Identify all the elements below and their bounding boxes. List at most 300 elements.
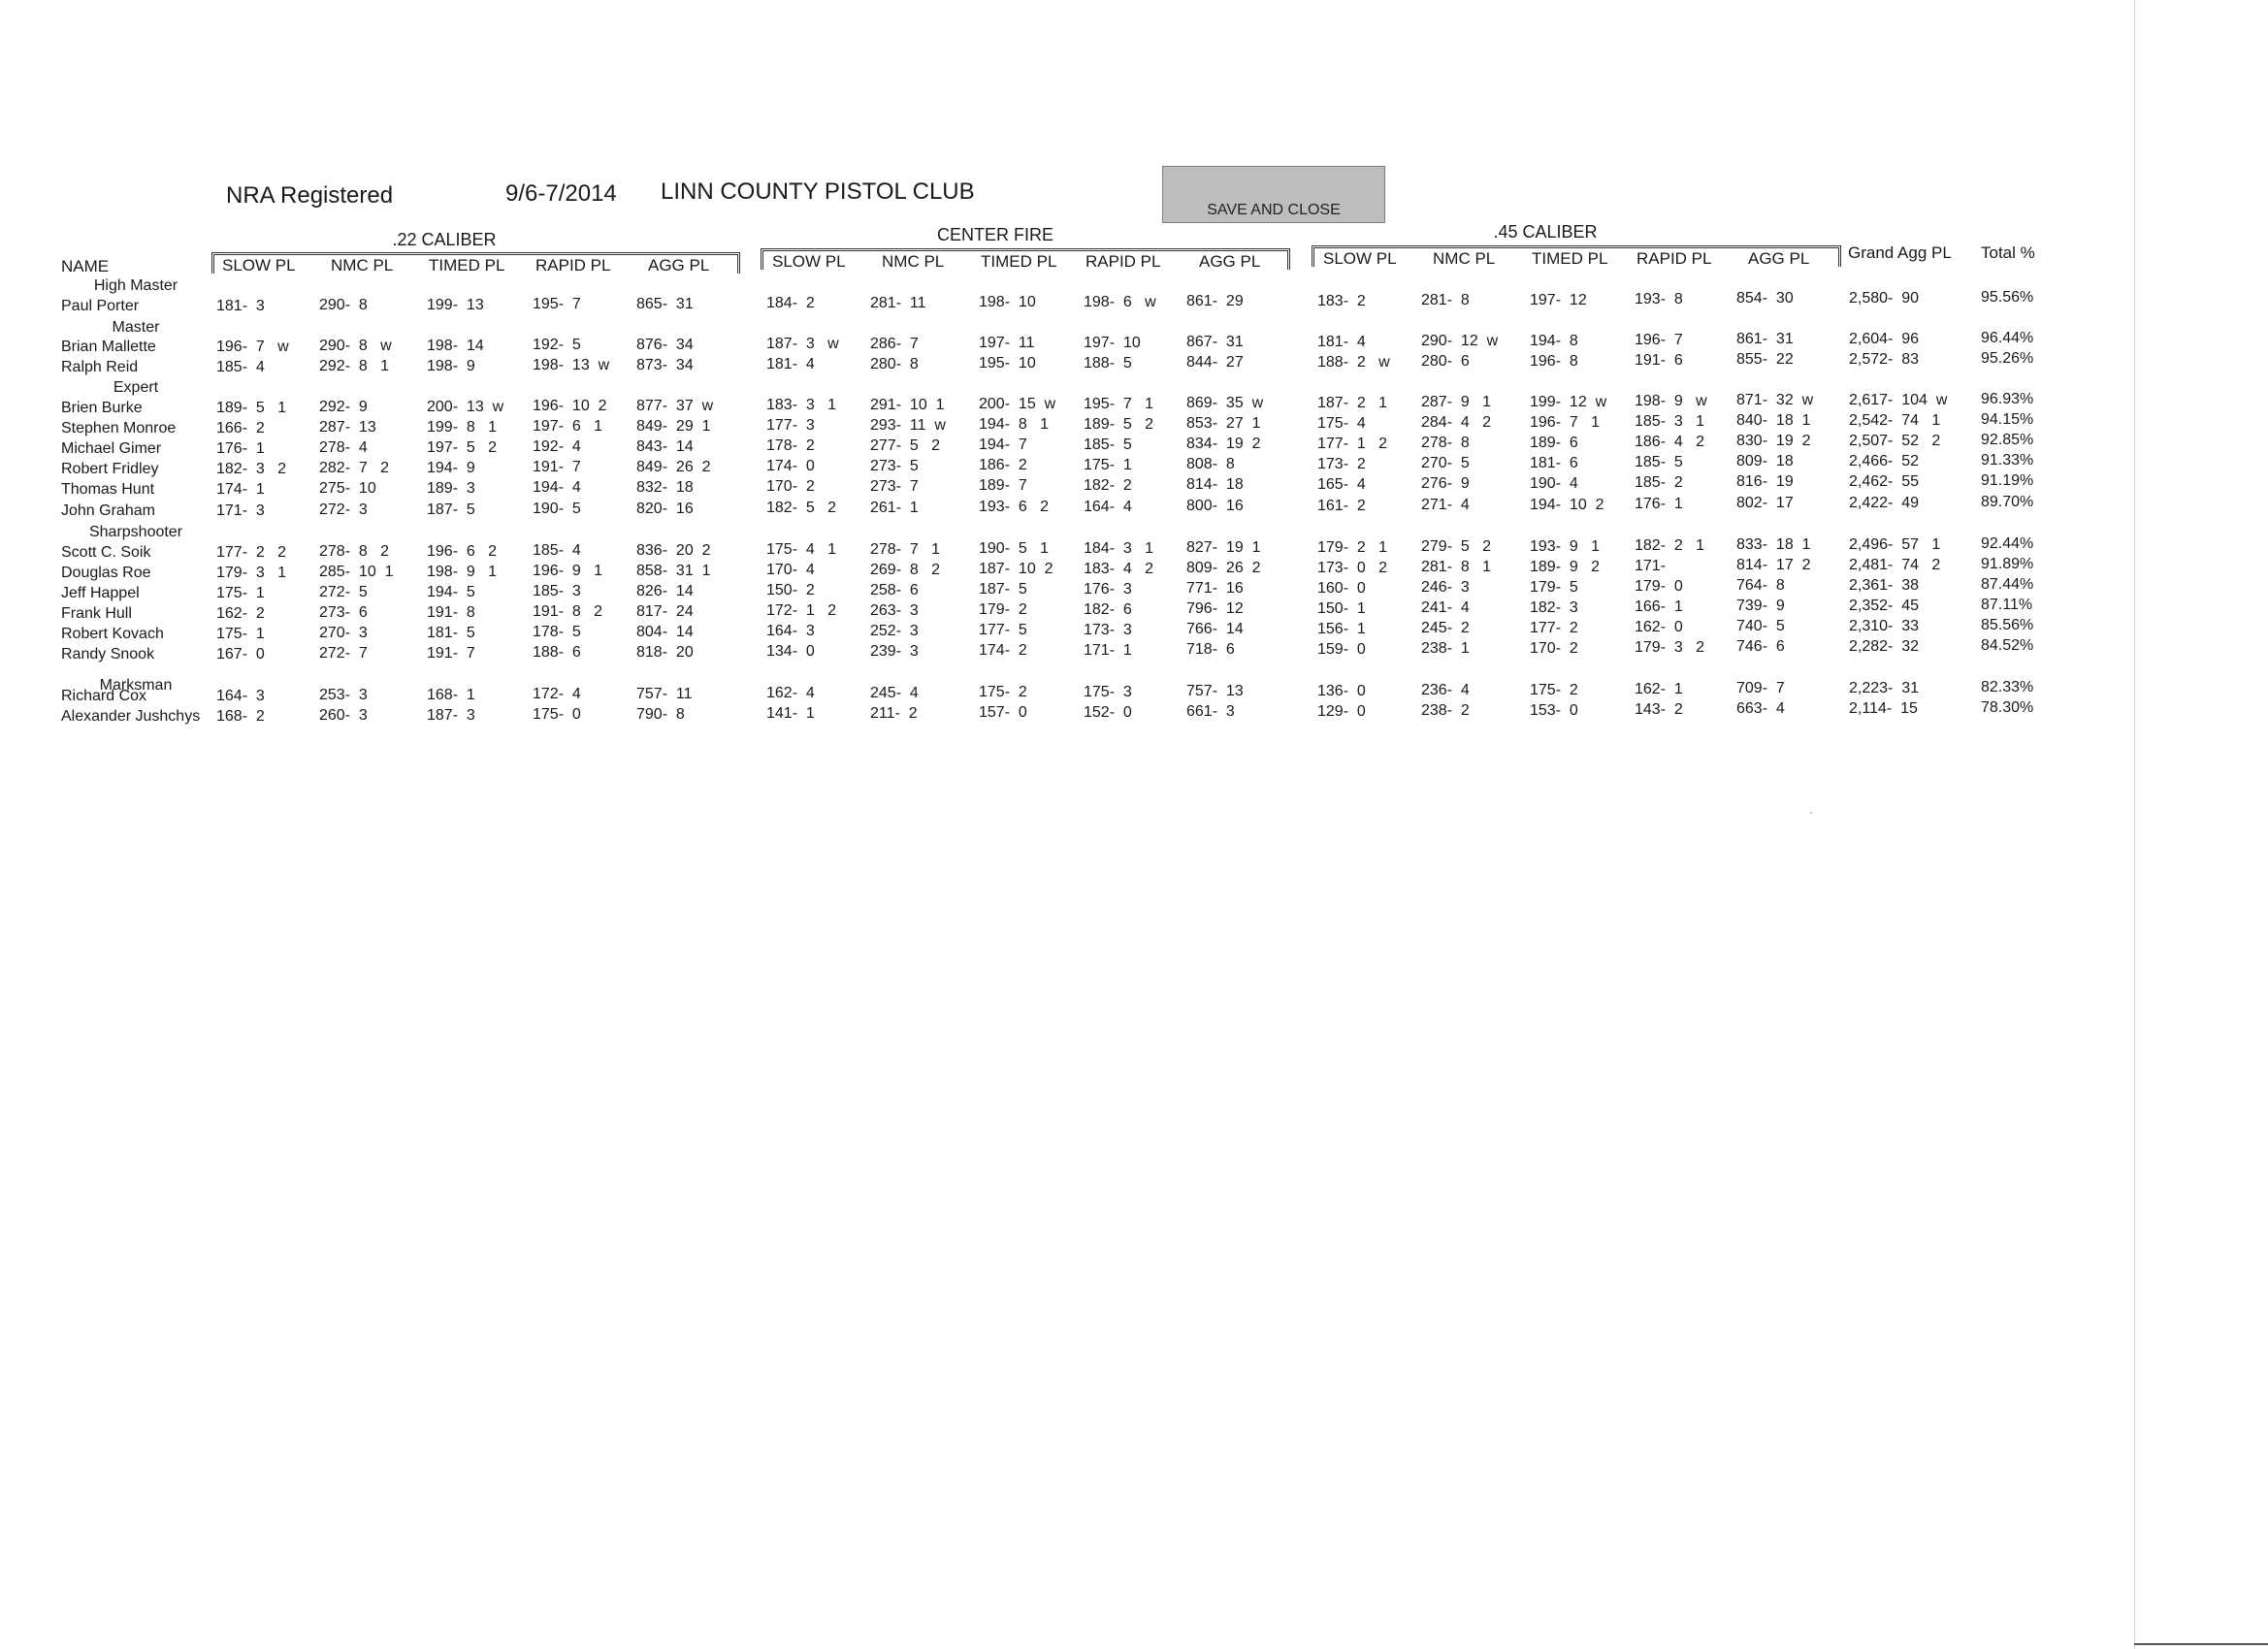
table-row xyxy=(0,494,2134,523)
score-cell: 849- 26 2 xyxy=(636,459,711,475)
score-cell: 179- 3 1 xyxy=(216,565,287,581)
score-cell: 187- 10 2 xyxy=(979,561,1053,577)
score-cell: 177- 1 2 xyxy=(1317,436,1388,452)
table-row xyxy=(0,472,2134,501)
score-cell: 181- 4 xyxy=(1317,334,1366,350)
score-cell: 718- 6 xyxy=(1186,641,1235,658)
score-cell: 91.19% xyxy=(1981,472,2034,489)
score-cell: 193- 9 1 xyxy=(1530,538,1601,555)
score-cell: 291- 10 1 xyxy=(870,397,945,413)
score-cell: 287- 13 xyxy=(319,419,376,436)
shooter-name: Ralph Reid xyxy=(61,359,139,375)
score-cell: 809- 26 2 xyxy=(1186,560,1261,576)
col-header-center-fire-nmc: NMC PL xyxy=(882,252,945,271)
score-cell: 834- 19 2 xyxy=(1186,436,1261,452)
score-cell: 85.56% xyxy=(1981,617,2034,633)
score-cell: 278- 8 2 xyxy=(319,543,390,560)
score-cell: 661- 3 xyxy=(1186,703,1235,720)
score-cell: 282- 7 2 xyxy=(319,460,390,476)
score-cell: 175- 2 xyxy=(1530,682,1578,698)
score-cell: 171- xyxy=(1635,558,1667,574)
group-label-22-caliber: .22 CALIBER xyxy=(392,230,497,249)
score-cell: 199- 13 xyxy=(427,297,484,313)
score-cell: 193- 6 2 xyxy=(979,499,1050,515)
score-cell: 276- 9 xyxy=(1421,475,1470,492)
score-cell: 832- 18 xyxy=(636,479,694,496)
col-header-grand-agg: Grand Agg PL xyxy=(1848,243,1952,262)
col-header-45-caliber-rapid: RAPID PL xyxy=(1636,249,1712,268)
score-cell: 182- 6 xyxy=(1084,601,1132,618)
score-cell: 800- 16 xyxy=(1186,498,1244,514)
score-cell: 175- 1 xyxy=(216,626,265,642)
score-cell: 191- 8 2 xyxy=(533,603,603,620)
score-cell: 162- 2 xyxy=(216,605,265,622)
score-cell: 195- 10 xyxy=(979,355,1036,372)
score-cell: 194- 7 xyxy=(979,436,1027,453)
score-cell: 184- 2 xyxy=(766,295,815,311)
score-cell: 764- 8 xyxy=(1736,577,1785,594)
score-cell: 238- 2 xyxy=(1421,702,1470,719)
score-cell: 2,542- 74 1 xyxy=(1849,412,1941,429)
score-cell: 185- 4 xyxy=(533,542,581,559)
score-cell: 92.85% xyxy=(1981,432,2034,448)
score-cell: 871- 32 w xyxy=(1736,392,1814,408)
score-cell: 186- 2 xyxy=(979,457,1027,473)
shooter-name: Michael Gimer xyxy=(61,440,162,457)
score-cell: 198- 14 xyxy=(427,338,484,354)
score-cell: 162- 1 xyxy=(1635,681,1683,697)
score-cell: 826- 14 xyxy=(636,583,694,599)
score-cell: 136- 0 xyxy=(1317,683,1366,699)
group-label-45-caliber: .45 CALIBER xyxy=(1493,222,1598,242)
class-label: Marksman xyxy=(99,677,173,694)
score-cell: 179- 0 xyxy=(1635,578,1683,595)
score-cell: 187- 5 xyxy=(979,581,1027,598)
score-cell: 141- 1 xyxy=(766,705,815,722)
score-cell: 198- 9 w xyxy=(1635,393,1707,409)
score-cell: 281- 8 xyxy=(1421,292,1470,308)
score-cell: 190- 4 xyxy=(1530,475,1578,492)
class-label: High Master xyxy=(93,277,178,294)
score-cell: 187- 2 1 xyxy=(1317,395,1388,411)
score-cell: 809- 18 xyxy=(1736,453,1794,469)
score-cell: 293- 11 w xyxy=(870,417,946,434)
score-cell: 840- 18 1 xyxy=(1736,412,1811,429)
score-cell: 91.89% xyxy=(1981,556,2034,572)
score-cell: 865- 31 xyxy=(636,296,694,312)
score-cell: 152- 0 xyxy=(1084,704,1132,721)
score-cell: 159- 0 xyxy=(1317,641,1366,658)
score-cell: 739- 9 xyxy=(1736,598,1785,614)
score-cell: 150- 2 xyxy=(766,582,815,598)
col-header-22-caliber-nmc: NMC PL xyxy=(331,256,394,275)
score-cell: 183- 2 xyxy=(1317,293,1366,309)
score-cell: 185- 2 xyxy=(1635,474,1683,491)
score-cell: 280- 8 xyxy=(870,356,919,372)
score-cell: 2,481- 74 2 xyxy=(1849,557,1941,573)
score-cell: 82.33% xyxy=(1981,679,2034,695)
score-cell: 861- 29 xyxy=(1186,293,1244,309)
score-cell: 252- 3 xyxy=(870,623,919,639)
score-cell: 96.44% xyxy=(1981,330,2034,346)
score-cell: 2,282- 32 xyxy=(1849,638,1920,655)
table-row xyxy=(0,556,2134,585)
score-cell: 802- 17 xyxy=(1736,495,1794,511)
score-cell: 187- 5 xyxy=(427,501,475,518)
score-cell: 843- 14 xyxy=(636,438,694,455)
score-cell: 191- 6 xyxy=(1635,352,1683,369)
score-cell: 175- 0 xyxy=(533,706,581,723)
score-cell: 91.33% xyxy=(1981,452,2034,469)
score-cell: 263- 3 xyxy=(870,602,919,619)
score-cell: 804- 14 xyxy=(636,624,694,640)
score-cell: 830- 19 2 xyxy=(1736,433,1811,449)
score-cell: 273- 7 xyxy=(870,478,919,495)
score-cell: 277- 5 2 xyxy=(870,437,941,454)
score-cell: 188- 5 xyxy=(1084,355,1132,372)
class-label: Master xyxy=(112,319,160,336)
score-cell: 143- 2 xyxy=(1635,701,1683,718)
shooter-name: Alexander Jushchys xyxy=(61,708,201,725)
score-cell: 172- 1 2 xyxy=(766,602,837,619)
registration-label: NRA Registered xyxy=(226,182,394,209)
score-cell: 197- 6 1 xyxy=(533,418,603,435)
score-cell: 855- 22 xyxy=(1736,351,1794,368)
col-header-22-caliber-timed: TIMED PL xyxy=(429,256,505,275)
score-cell: 185- 3 xyxy=(533,583,581,599)
score-cell: 818- 20 xyxy=(636,644,694,661)
score-cell: 188- 6 xyxy=(533,644,581,661)
score-cell: 134- 0 xyxy=(766,643,815,660)
score-cell: 190- 5 xyxy=(533,501,581,517)
col-header-22-caliber-agg: AGG PL xyxy=(648,256,710,275)
score-cell: 174- 0 xyxy=(766,458,815,474)
table-row xyxy=(0,432,2134,461)
score-cell: 171- 3 xyxy=(216,502,265,519)
score-cell: 78.30% xyxy=(1981,699,2034,716)
score-cell: 861- 31 xyxy=(1736,331,1794,347)
score-cell: 2,572- 83 xyxy=(1849,351,1920,368)
table-row xyxy=(0,535,2134,565)
score-cell: 189- 3 xyxy=(427,480,475,497)
score-cell: 196- 7 w xyxy=(216,339,289,355)
score-cell: 290- 12 w xyxy=(1421,333,1499,349)
score-cell: 198- 9 xyxy=(427,358,475,374)
score-cell: 178- 2 xyxy=(766,437,815,454)
score-cell: 188- 2 w xyxy=(1317,354,1390,371)
score-cell: 182- 3 2 xyxy=(216,461,287,477)
col-header-center-fire-timed: TIMED PL xyxy=(981,252,1057,271)
score-cell: 817- 24 xyxy=(636,603,694,620)
score-cell: 2,352- 45 xyxy=(1849,598,1920,614)
score-cell: 183- 4 2 xyxy=(1084,561,1154,577)
score-cell: 2,466- 52 xyxy=(1849,453,1920,469)
score-cell: 189- 5 1 xyxy=(216,400,287,416)
score-cell: 853- 27 1 xyxy=(1186,415,1261,432)
table-row xyxy=(0,391,2134,420)
score-cell: 245- 4 xyxy=(870,685,919,701)
score-cell: 166- 2 xyxy=(216,420,265,436)
score-cell: 196- 7 xyxy=(1635,332,1683,348)
score-cell: 287- 9 1 xyxy=(1421,394,1492,410)
score-cell: 164- 4 xyxy=(1084,499,1132,515)
shooter-name: Brien Burke xyxy=(61,400,143,416)
score-cell: 196- 6 2 xyxy=(427,543,498,560)
score-cell: 196- 8 xyxy=(1530,353,1578,370)
score-cell: 2,310- 33 xyxy=(1849,618,1920,634)
score-cell: 246- 3 xyxy=(1421,579,1470,596)
score-cell: 194- 8 xyxy=(1530,333,1578,349)
score-cell: 836- 20 2 xyxy=(636,542,711,559)
score-cell: 877- 37 w xyxy=(636,398,714,414)
score-cell: 190- 5 1 xyxy=(979,540,1050,557)
score-cell: 166- 1 xyxy=(1635,598,1683,615)
score-cell: 150- 1 xyxy=(1317,600,1366,617)
score-cell: 241- 4 xyxy=(1421,599,1470,616)
table-row xyxy=(0,617,2134,646)
score-cell: 278- 8 xyxy=(1421,435,1470,451)
score-cell: 2,617- 104 w xyxy=(1849,392,1948,408)
table-row xyxy=(0,637,2134,666)
score-cell: 211- 2 xyxy=(870,705,918,722)
col-header-total-percent: Total % xyxy=(1981,243,2035,262)
score-cell: 820- 16 xyxy=(636,501,694,517)
score-cell: 156- 1 xyxy=(1317,621,1366,637)
score-cell: 189- 7 xyxy=(979,477,1027,494)
shooter-name: Stephen Monroe xyxy=(61,420,177,436)
score-cell: 165- 4 xyxy=(1317,476,1366,493)
score-cell: 740- 5 xyxy=(1736,618,1785,634)
score-cell: 275- 10 xyxy=(319,480,376,497)
score-cell: 2,507- 52 2 xyxy=(1849,433,1941,449)
score-cell: 272- 7 xyxy=(319,645,368,662)
score-cell: 173- 2 xyxy=(1317,456,1366,472)
score-cell: 2,604- 96 xyxy=(1849,331,1920,347)
score-cell: 179- 2 xyxy=(979,601,1027,618)
score-cell: 844- 27 xyxy=(1186,354,1244,371)
table-row xyxy=(0,597,2134,626)
shooter-name: Brian Mallette xyxy=(61,339,156,355)
score-cell: 179- 3 2 xyxy=(1635,639,1705,656)
score-cell: 185- 4 xyxy=(216,359,265,375)
score-cell: 185- 5 xyxy=(1084,436,1132,453)
score-cell: 89.70% xyxy=(1981,494,2034,510)
score-cell: 272- 3 xyxy=(319,501,368,518)
score-cell: 827- 19 1 xyxy=(1186,539,1261,556)
score-cell: 94.15% xyxy=(1981,411,2034,428)
score-cell: 195- 7 1 xyxy=(1084,396,1154,412)
score-cell: 290- 8 xyxy=(319,297,368,313)
table-row xyxy=(0,699,2134,728)
name-column-header: NAME xyxy=(61,257,110,275)
score-cell: 192- 5 xyxy=(533,337,581,353)
score-cell: 272- 5 xyxy=(319,584,368,600)
score-cell: 199- 8 1 xyxy=(427,419,498,436)
score-cell: 189- 6 xyxy=(1530,435,1578,451)
score-cell: 290- 8 w xyxy=(319,338,392,354)
score-cell: 175- 4 xyxy=(1317,415,1366,432)
score-cell: 258- 6 xyxy=(870,582,919,598)
score-cell: 172- 4 xyxy=(533,686,581,702)
score-cell: 876- 34 xyxy=(636,337,694,353)
score-cell: 92.44% xyxy=(1981,535,2034,552)
score-cell: 854- 30 xyxy=(1736,290,1794,307)
shooter-name: Douglas Roe xyxy=(61,565,151,581)
score-cell: 194- 5 xyxy=(427,584,475,600)
score-cell: 833- 18 1 xyxy=(1736,536,1811,553)
score-cell: 185- 3 1 xyxy=(1635,413,1705,430)
class-label: Expert xyxy=(113,379,159,396)
score-cell: 187- 3 w xyxy=(766,336,839,352)
score-cell: 191- 7 xyxy=(533,459,581,475)
score-cell: 281- 8 1 xyxy=(1421,559,1492,575)
score-cell: 2,114- 15 xyxy=(1849,700,1918,717)
score-cell: 177- 2 xyxy=(1530,620,1578,636)
score-cell: 175- 1 xyxy=(216,585,265,601)
score-cell: 181- 4 xyxy=(766,356,815,372)
score-cell: 858- 31 1 xyxy=(636,563,711,579)
score-cell: 280- 6 xyxy=(1421,353,1470,370)
shooter-name: Richard Cox xyxy=(61,688,147,704)
score-cell: 191- 7 xyxy=(427,645,475,662)
score-cell: 181- 6 xyxy=(1530,455,1578,471)
score-cell: 179- 5 xyxy=(1530,579,1578,596)
score-cell: 269- 8 2 xyxy=(870,562,941,578)
score-cell: 171- 1 xyxy=(1084,642,1132,659)
score-cell: 164- 3 xyxy=(766,623,815,639)
score-cell: 814- 17 2 xyxy=(1736,557,1811,573)
score-cell: 200- 13 w xyxy=(427,399,504,415)
score-cell: 873- 34 xyxy=(636,357,694,373)
score-cell: 2,462- 55 xyxy=(1849,473,1920,490)
table-row xyxy=(0,411,2134,440)
score-cell: 182- 2 xyxy=(1084,477,1132,494)
save-and-close-button[interactable]: SAVE AND CLOSE xyxy=(1162,166,1385,223)
score-cell: 663- 4 xyxy=(1736,700,1785,717)
score-cell: 175- 2 xyxy=(979,684,1027,700)
score-cell: 2,422- 49 xyxy=(1849,495,1920,511)
score-cell: 170- 4 xyxy=(766,562,815,578)
score-cell: 178- 5 xyxy=(533,624,581,640)
score-cell: 177- 5 xyxy=(979,622,1027,638)
score-cell: 175- 3 xyxy=(1084,684,1132,700)
score-cell: 194- 4 xyxy=(533,479,581,496)
score-cell: 185- 5 xyxy=(1635,454,1683,470)
score-cell: 236- 4 xyxy=(1421,682,1470,698)
score-cell: 192- 4 xyxy=(533,438,581,455)
shooter-name: Randy Snook xyxy=(61,646,155,663)
score-cell: 182- 2 1 xyxy=(1635,537,1705,554)
score-cell: 179- 2 1 xyxy=(1317,539,1388,556)
score-cell: 757- 13 xyxy=(1186,683,1244,699)
group-label-center-fire: CENTER FIRE xyxy=(936,225,1054,244)
score-cell: 177- 2 2 xyxy=(216,544,287,561)
shooter-name: Jeff Happel xyxy=(61,585,140,601)
score-cell: 260- 3 xyxy=(319,707,368,724)
score-cell: 757- 11 xyxy=(636,686,693,702)
score-cell: 271- 4 xyxy=(1421,497,1470,513)
score-cell: 173- 3 xyxy=(1084,622,1132,638)
table-row xyxy=(0,289,2134,318)
score-cell: 175- 4 1 xyxy=(766,541,837,558)
score-cell: 292- 8 1 xyxy=(319,358,390,374)
score-cell: 84.52% xyxy=(1981,637,2034,654)
score-cell: 867- 31 xyxy=(1186,334,1244,350)
score-cell: 239- 3 xyxy=(870,643,919,660)
score-cell: 168- 1 xyxy=(427,687,475,703)
score-cell: 261- 1 xyxy=(870,500,919,516)
col-header-45-caliber-agg: AGG PL xyxy=(1748,249,1810,268)
score-cell: 175- 1 xyxy=(1084,457,1132,473)
score-cell: 2,496- 57 1 xyxy=(1849,536,1941,553)
score-cell: 292- 9 xyxy=(319,399,368,415)
score-cell: 173- 0 2 xyxy=(1317,560,1388,576)
col-header-center-fire-rapid: RAPID PL xyxy=(1085,252,1161,271)
score-cell: 197- 5 2 xyxy=(427,439,498,456)
score-cell: 2,361- 38 xyxy=(1849,577,1920,594)
score-cell: 198- 6 w xyxy=(1084,294,1156,310)
score-cell: 187- 3 xyxy=(427,707,475,724)
score-cell: 162- 0 xyxy=(1635,619,1683,635)
score-cell: 284- 4 2 xyxy=(1421,414,1492,431)
score-cell: 153- 0 xyxy=(1530,702,1578,719)
score-cell: 273- 6 xyxy=(319,604,368,621)
score-cell: 129- 0 xyxy=(1317,703,1366,720)
score-cell: 197- 11 xyxy=(979,335,1035,351)
score-cell: 181- 5 xyxy=(427,625,475,641)
score-cell: 198- 10 xyxy=(979,294,1036,310)
score-cell: 95.56% xyxy=(1981,289,2034,306)
score-cell: 279- 5 2 xyxy=(1421,538,1492,555)
score-cell: 87.11% xyxy=(1981,597,2033,613)
score-cell: 167- 0 xyxy=(216,646,265,663)
score-cell: 176- 1 xyxy=(216,440,265,457)
col-header-45-caliber-nmc: NMC PL xyxy=(1433,249,1496,268)
score-cell: 181- 3 xyxy=(216,298,265,314)
score-cell: 183- 3 1 xyxy=(766,397,837,413)
table-row xyxy=(0,452,2134,481)
table-row xyxy=(0,330,2134,359)
score-cell: 814- 18 xyxy=(1186,476,1244,493)
score-cell: 189- 9 2 xyxy=(1530,559,1601,575)
table-row xyxy=(0,576,2134,605)
col-header-center-fire-slow: SLOW PL xyxy=(772,252,846,271)
score-cell: 816- 19 xyxy=(1736,473,1794,490)
shooter-name: John Graham xyxy=(61,502,155,519)
score-cell: 869- 35 w xyxy=(1186,395,1264,411)
score-cell: 199- 12 w xyxy=(1530,394,1607,410)
score-cell: 849- 29 1 xyxy=(636,418,711,435)
score-cell: 161- 2 xyxy=(1317,498,1366,514)
score-cell: 170- 2 xyxy=(766,478,815,495)
score-cell: 200- 15 w xyxy=(979,396,1056,412)
score-cell: 273- 5 xyxy=(870,458,919,474)
score-cell: 184- 3 1 xyxy=(1084,540,1154,557)
score-cell: 160- 0 xyxy=(1317,580,1366,597)
col-header-45-caliber-slow: SLOW PL xyxy=(1323,249,1397,268)
shooter-name: Thomas Hunt xyxy=(61,481,155,498)
shooter-name: Scott C. Soik xyxy=(61,544,151,561)
score-cell: 286- 7 xyxy=(870,336,919,352)
score-cell: 238- 1 xyxy=(1421,640,1470,657)
class-label: Sharpshooter xyxy=(88,524,183,540)
score-cell: 194- 9 xyxy=(427,460,475,476)
score-cell: 2,223- 31 xyxy=(1849,680,1920,696)
score-cell: 278- 4 xyxy=(319,439,368,456)
score-cell: 196- 10 2 xyxy=(533,398,607,414)
score-cell: 270- 3 xyxy=(319,625,368,641)
col-header-22-caliber-rapid: RAPID PL xyxy=(535,256,611,275)
